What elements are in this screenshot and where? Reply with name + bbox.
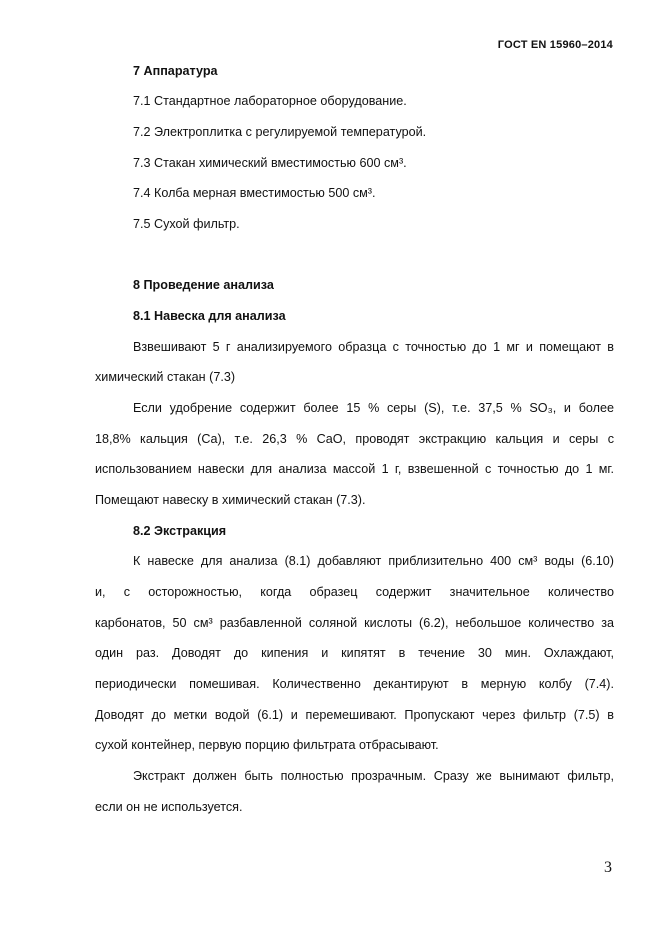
para-8-2-line-3: карбонатов, 50 см³ разбавленной соляной кислоты (6.2), небольшое количество за	[95, 616, 614, 630]
para-8-2b-line-2: если он не используется.	[95, 800, 243, 814]
item-7-5: 7.5 Сухой фильтр.	[133, 217, 240, 231]
para-8-1b-line-4: Помещают навеску в химический стакан (7.3).	[95, 493, 366, 507]
para-8-2-line-5: периодически помешивая. Количественно декантируют в мерную колбу (7.4).	[95, 677, 614, 691]
para-8-1b-line-3: использованием навески для анализа массой 1 г, взвешенной с точностью до 1 мг.	[95, 462, 614, 476]
para-8-2-line-4: один раз. Доводят до кипения и кипятят в течение 30 мин. Охлаждают,	[95, 646, 614, 660]
para-8-1b-line-1: Если удобрение содержит более 15 % серы (S), т.е. 37,5 % SO₃, и более	[133, 401, 614, 415]
item-7-4: 7.4 Колба мерная вместимостью 500 см³.	[133, 186, 376, 200]
para-8-2-line-2: и, с осторожностью, когда образец содержит значительное количество	[95, 585, 614, 599]
subsection-8-1-heading: 8.1 Навеска для анализа	[133, 309, 286, 323]
para-8-2-line-6: Доводят до метки водой (6.1) и перемешивают. Пропускают через фильтр (7.5) в	[95, 708, 614, 722]
para-8-2-line-1: К навеске для анализа (8.1) добавляют приблизительно 400 см³ воды (6.10)	[133, 554, 614, 568]
item-7-2: 7.2 Электроплитка с регулируемой температурой.	[133, 125, 427, 139]
para-8-2b-line-1: Экстракт должен быть полностью прозрачным. Сразу же вынимают фильтр,	[133, 769, 614, 783]
para-8-1-line-1: Взвешивают 5 г анализируемого образца с точностью до 1 мг и помещают в	[133, 340, 614, 354]
section-8-heading: 8 Проведение анализа	[133, 278, 274, 292]
standard-code-header: ГОСТ EN 15960–2014	[497, 39, 613, 51]
para-8-1-line-2: химический стакан (7.3)	[95, 370, 236, 384]
para-8-2-line-7: сухой контейнер, первую порцию фильтрата отбрасывают.	[95, 738, 439, 752]
item-7-1: 7.1 Стандартное лабораторное оборудование.	[133, 94, 407, 108]
section-7-heading: 7 Аппаратура	[133, 64, 218, 78]
page-number: 3	[604, 859, 612, 876]
item-7-3: 7.3 Стакан химический вместимостью 600 см³.	[133, 156, 407, 170]
para-8-1b-line-2: 18,8% кальция (Ca), т.е. 26,3 % CaO, проводят экстракцию кальция и серы с	[95, 432, 614, 446]
subsection-8-2-heading: 8.2 Экстракция	[133, 524, 227, 538]
